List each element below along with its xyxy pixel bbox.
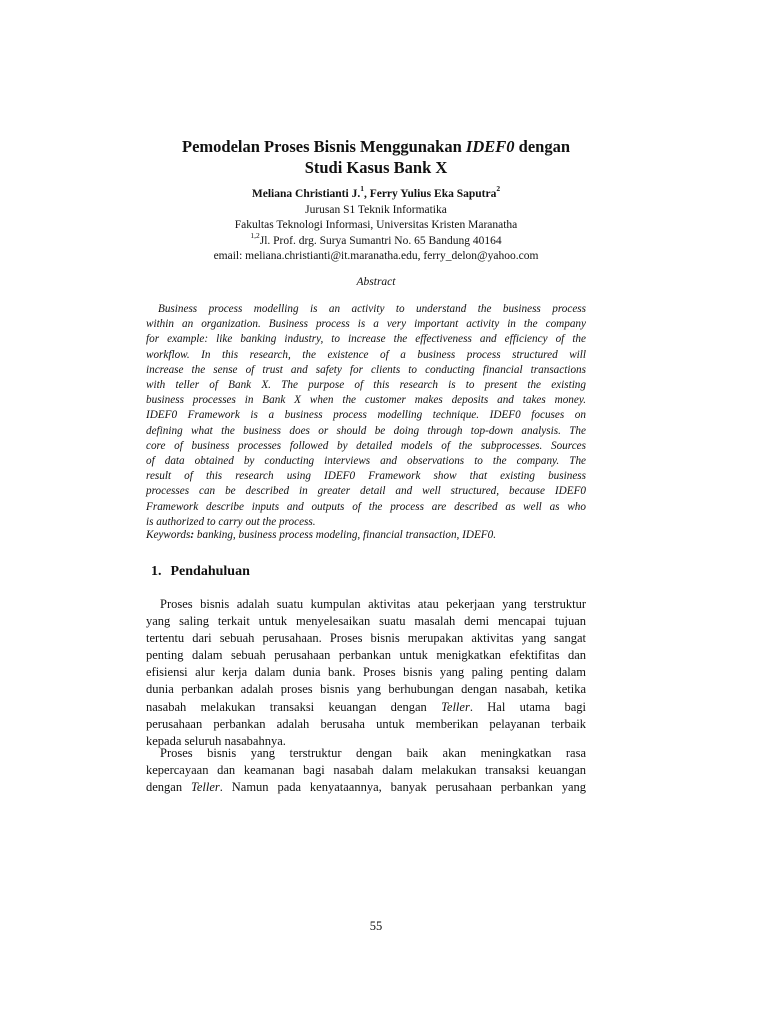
abstract-line: defining what the business does or should be doing through top-down analysis. The — [146, 424, 586, 437]
paragraph-line: Proses bisnis yang terstruktur dengan baik akan meningkatkan rasa — [160, 746, 586, 760]
abstract-line: core of business processes followed by detailed models of the subprocesses. Sources — [146, 439, 586, 452]
abstract-line: with teller of Bank X. The purpose of this research is to present the existing — [146, 379, 586, 392]
body-paragraph-2 — [146, 745, 586, 796]
page-number: 55 — [369, 919, 383, 933]
abstract-line: business processes in Bank X when the customer makes deposits and takes money. — [146, 394, 586, 407]
paragraph-line: yang saling terkait untuk menyelesaikan suatu masalah demi mencapai tujuan — [146, 614, 586, 629]
keywords: Keywords: banking, business process modeling, financial transaction, IDEF0. — [146, 529, 497, 541]
abstract-line: increase the sense of trust and safety for clients to conducting financial transactions — [146, 363, 586, 376]
abstract-line: is authorized to carry out the process. — [146, 515, 316, 528]
paragraph-line: Proses bisnis adalah suatu kumpulan aktivitas atau pekerjaan yang terstruktur — [160, 597, 586, 611]
paragraph-line: perusahaan perbankan adalah berusaha untuk memberikan pelayanan terbaik — [146, 716, 586, 731]
abstract-line: IDEF0 Framework is a business process modelling technique. IDEF0 focuses on — [146, 409, 586, 422]
paragraph-line: penting dalam sebuah perusahaan perbankan untuk menigkatkan efektifitas dan — [146, 648, 586, 663]
author-names: Meliana Christianti J.$^1$, Ferry Yulius Eka Saputra$^2$ — [251, 184, 501, 200]
abstract-line: Business process modelling is an activity to understand the business process — [158, 303, 586, 315]
abstract-line: Framework describe inputs and outputs of the process are described as well as who — [146, 500, 586, 513]
paragraph-line: kepercayaan dan keamanan bagi nasabah dalam melakukan transaksi keuangan — [146, 763, 586, 778]
abstract-heading: Abstract — [356, 276, 396, 288]
abstract-line: processes can be described in greater detail and well structured, because IDEF0 — [146, 485, 586, 498]
section-number: 1. — [151, 564, 162, 579]
paragraph-line: dengan Teller. Namun pada kenyataannya, banyak perusahaan perbankan yang — [146, 780, 587, 795]
abstract-line: of data obtained by conducting interviews and observations to the company. The — [146, 455, 586, 468]
paragraph-line: efisiensi alur kerja dalam dunia bank. Proses bisnis yang paling penting dalam — [146, 665, 586, 680]
paper-title — [0, 136, 752, 178]
abstract-line: result of this research using IDEF0 Framework show that existing business — [146, 470, 586, 483]
author-department: Jurusan S1 Teknik Informatika — [305, 203, 447, 216]
author-block — [0, 184, 752, 265]
body-paragraph-1 — [146, 596, 586, 750]
keywords-text: banking, business process modeling, financial transaction, IDEF0. — [194, 529, 497, 541]
abstract-line: workflow. In this research, the existence of a business process structured will — [146, 348, 586, 361]
title-line-1: Pemodelan Proses Bisnis Menggunakan IDEF0 dengan — [182, 137, 570, 156]
paragraph-line: tertentu dari sebuah perusahaan. Proses bisnis merupakan aktivitas yang sangat — [146, 631, 586, 646]
keywords-label: Keywords — [146, 529, 191, 541]
abstract-line: for example: like banking industry, to increase the effectiveness and efficiency of the — [146, 333, 586, 346]
paragraph-line: kepada seluruh nasabahnya. — [146, 733, 286, 748]
abstract-line: within an organization. Business process is a very important activity in the company — [146, 318, 586, 331]
section-title: Pendahuluan — [170, 564, 250, 579]
title-line-2: Studi Kasus Bank X — [304, 158, 448, 177]
author-email: email: meliana.christianti@it.maranatha.edu, ferry_delon@yahoo.com — [213, 250, 539, 262]
section-heading-pendahuluan — [151, 564, 250, 580]
author-address: $^{1,2}$Jl. Prof. drg. Surya Sumantri No. 65 Bandung 40164 — [250, 230, 502, 247]
author-faculty: Fakultas Teknologi Informasi, Universitas Kristen Maranatha — [234, 219, 518, 231]
paragraph-line: nasabah melakukan transaksi keuangan dengan Teller. Hal utama bagi — [146, 699, 586, 714]
abstract-text — [146, 302, 586, 530]
paragraph-line: dunia perbankan adalah proses bisnis yang berhubungan dengan nasabah, ketika — [146, 682, 586, 697]
